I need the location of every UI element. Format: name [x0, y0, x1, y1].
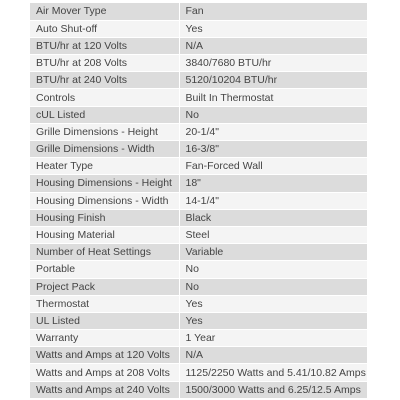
- spec-row-housing-finish: [30, 209, 367, 226]
- spec-label: Watts and Amps at 208 Volts: [30, 364, 179, 381]
- spec-label: Watts and Amps at 120 Volts: [30, 347, 179, 364]
- spec-row-watts-amps-120v: [30, 347, 367, 364]
- spec-value: 1 Year: [179, 330, 367, 347]
- spec-label: Housing Material: [30, 226, 179, 243]
- spec-row-heat-settings: [30, 244, 367, 261]
- spec-label: BTU/hr at 240 Volts: [30, 72, 179, 89]
- spec-row-grille-width: [30, 141, 367, 158]
- spec-label: Housing Dimensions - Height: [30, 175, 179, 192]
- spec-row-btu-208v: [30, 55, 367, 72]
- spec-label: Portable: [30, 261, 179, 278]
- spec-row-grille-height: [30, 123, 367, 140]
- spec-value: Fan: [179, 3, 367, 20]
- spec-row-housing-height: [30, 175, 367, 192]
- spec-value: N/A: [179, 37, 367, 54]
- spec-label: Number of Heat Settings: [30, 244, 179, 261]
- spec-value: Variable: [179, 244, 367, 261]
- spec-row-heater-type: [30, 158, 367, 175]
- spec-value: Built In Thermostat: [179, 89, 367, 106]
- spec-label: Warranty: [30, 330, 179, 347]
- spec-value: Yes: [179, 20, 367, 37]
- spec-label: UL Listed: [30, 312, 179, 329]
- specifications-table: [30, 3, 367, 399]
- spec-value: 1125/2250 Watts and 5.41/10.82 Amps: [179, 364, 367, 381]
- spec-value: 1500/3000 Watts and 6.25/12.5 Amps: [179, 381, 367, 398]
- spec-row-ul-listed: [30, 312, 367, 329]
- spec-label: Heater Type: [30, 158, 179, 175]
- spec-value: 5120/10204 BTU/hr: [179, 72, 367, 89]
- spec-value: Yes: [179, 312, 367, 329]
- spec-value: 16-3/8": [179, 141, 367, 158]
- spec-label: Grille Dimensions - Height: [30, 123, 179, 140]
- spec-row-housing-material: [30, 226, 367, 243]
- spec-value: Black: [179, 209, 367, 226]
- spec-label: Controls: [30, 89, 179, 106]
- spec-value: 20-1/4": [179, 123, 367, 140]
- spec-value: Fan-Forced Wall: [179, 158, 367, 175]
- spec-label: Project Pack: [30, 278, 179, 295]
- spec-value: 18": [179, 175, 367, 192]
- spec-label: Housing Dimensions - Width: [30, 192, 179, 209]
- spec-value: No: [179, 106, 367, 123]
- spec-label: BTU/hr at 120 Volts: [30, 37, 179, 54]
- spec-row-warranty: [30, 330, 367, 347]
- spec-row-housing-width: [30, 192, 367, 209]
- spec-label: Thermostat: [30, 295, 179, 312]
- spec-value: No: [179, 261, 367, 278]
- spec-value: 14-1/4": [179, 192, 367, 209]
- spec-row-btu-240v: [30, 72, 367, 89]
- spec-label: Housing Finish: [30, 209, 179, 226]
- spec-label: Air Mover Type: [30, 3, 179, 20]
- spec-row-watts-amps-240v: [30, 381, 367, 398]
- spec-label: Grille Dimensions - Width: [30, 141, 179, 158]
- spec-value: Yes: [179, 295, 367, 312]
- spec-row-auto-shut-off: [30, 20, 367, 37]
- spec-value: 3840/7680 BTU/hr: [179, 55, 367, 72]
- spec-label: BTU/hr at 208 Volts: [30, 55, 179, 72]
- spec-row-project-pack: [30, 278, 367, 295]
- spec-value: Steel: [179, 226, 367, 243]
- spec-value: N/A: [179, 347, 367, 364]
- spec-row-portable: [30, 261, 367, 278]
- spec-row-watts-amps-208v: [30, 364, 367, 381]
- specifications-table-body: [30, 3, 367, 398]
- spec-label: Auto Shut-off: [30, 20, 179, 37]
- spec-row-thermostat: [30, 295, 367, 312]
- spec-row-controls: [30, 89, 367, 106]
- spec-row-air-mover-type: [30, 3, 367, 20]
- spec-row-btu-120v: [30, 37, 367, 54]
- spec-label: Watts and Amps at 240 Volts: [30, 381, 179, 398]
- spec-label: cUL Listed: [30, 106, 179, 123]
- spec-value: No: [179, 278, 367, 295]
- spec-row-cul-listed: [30, 106, 367, 123]
